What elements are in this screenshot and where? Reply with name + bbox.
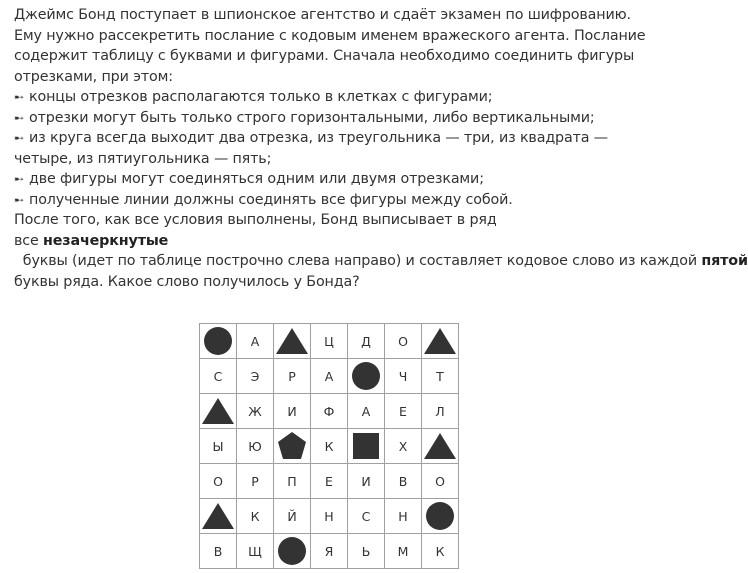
circle-icon <box>351 361 381 391</box>
grid-letter: А <box>348 394 385 429</box>
grid-letter: В <box>200 534 237 569</box>
triangle-icon <box>201 501 235 531</box>
grid-letter: Ц <box>311 324 348 359</box>
triangle-icon <box>423 431 457 461</box>
grid-letter: П <box>274 464 311 499</box>
grid-letter: Н <box>385 499 422 534</box>
grid-letter: Я <box>311 534 348 569</box>
cipher-grid <box>199 323 459 569</box>
grid-letter: Э <box>237 359 274 394</box>
grid-row <box>200 359 459 394</box>
grid-row <box>200 429 459 464</box>
triangle-shape-icon <box>274 324 311 359</box>
arrow-bullet-icon: ➸ <box>14 110 24 125</box>
grid-row <box>200 499 459 534</box>
grid-letter: Р <box>237 464 274 499</box>
grid-letter: И <box>348 464 385 499</box>
grid-letter: А <box>237 324 274 359</box>
bold-word-uncrossed: незачеркнутые <box>43 232 169 249</box>
grid-letter: Ч <box>385 359 422 394</box>
square-shape-icon <box>348 429 385 464</box>
grid-letter: Т <box>422 359 459 394</box>
triangle-shape-icon <box>200 499 237 534</box>
rule-item: ➸ из круга всегда выходит два отрезка, из треугольника — три, из квадрата — четыре, из пятиугольника — пять; <box>14 130 608 167</box>
grid-letter: Х <box>385 429 422 464</box>
arrow-bullet-icon: ➸ <box>14 90 24 104</box>
grid-letter: С <box>200 359 237 394</box>
grid-row <box>200 464 459 499</box>
grid-letter: К <box>422 534 459 569</box>
arrow-bullet-icon: ➸ <box>14 131 24 145</box>
grid-letter: О <box>422 464 459 499</box>
rule-item: ➸ концы отрезков располагаются только в клетках с фигурами; <box>14 87 654 108</box>
circle-shape-icon <box>200 324 237 359</box>
intro-paragraph: Джеймс Бонд поступает в шпионское агентство и сдаёт экзамен по шифрованию. Ему нужно рассекретить послание с кодовым именем вражеского агента. Послание содержит таблицу с буквами и фигурами. Сначала необходимо соединить фигуры отрезками, при этом: <box>14 7 646 85</box>
grid-letter: Щ <box>237 534 274 569</box>
circle-icon <box>425 501 455 531</box>
rule-item: ➸ полученные линии должны соединять все фигуры между собой. <box>14 190 654 211</box>
triangle-shape-icon <box>422 429 459 464</box>
rules-list <box>14 87 654 210</box>
grid-letter: К <box>311 429 348 464</box>
grid-letter: И <box>274 394 311 429</box>
triangle-shape-icon <box>200 394 237 429</box>
grid-row <box>200 534 459 569</box>
triangle-icon <box>275 326 309 356</box>
grid-letter: Д <box>348 324 385 359</box>
rule-item: ➸ две фигуры могут соединяться одним или двумя отрезками; <box>14 169 654 190</box>
triangle-icon <box>423 326 457 356</box>
final-line-1: После того, как все условия выполнены, Бонд выписывает в ряд <box>14 212 497 228</box>
pentagon-shape-icon <box>274 429 311 464</box>
grid-letter: К <box>237 499 274 534</box>
circle-icon <box>277 536 307 566</box>
grid-letter: Ю <box>237 429 274 464</box>
grid-letter: Й <box>274 499 311 534</box>
circle-shape-icon <box>348 359 385 394</box>
triangle-shape-icon <box>422 324 459 359</box>
grid-letter: Ы <box>200 429 237 464</box>
grid-letter: А <box>311 359 348 394</box>
grid-letter: Р <box>274 359 311 394</box>
grid-letter: Ж <box>237 394 274 429</box>
pentagon-icon <box>277 431 307 461</box>
square-icon <box>352 432 380 460</box>
grid-row <box>200 394 459 429</box>
grid-letter: В <box>385 464 422 499</box>
grid-letter: Е <box>385 394 422 429</box>
final-paragraph: все незачеркнутые буквы (идет по таблице построчно слева направо) и составляет кодовое слово из каждой пятой буквы ряда. Какое слово получилось у Бонда? <box>14 232 748 290</box>
grid-letter: С <box>348 499 385 534</box>
grid-letter: Ф <box>311 394 348 429</box>
grid-letter: Н <box>311 499 348 534</box>
arrow-bullet-icon: ➸ <box>14 172 24 186</box>
rule-item: ➸ отрезки могут быть только строго горизонтальными, либо вертикальными; <box>14 108 654 129</box>
arrow-bullet-icon: ➸ <box>14 192 24 207</box>
grid-letter: Л <box>422 394 459 429</box>
grid-letter: М <box>385 534 422 569</box>
bold-word-fifth: пятой <box>701 253 748 269</box>
circle-icon <box>203 326 233 356</box>
grid-letter: Е <box>311 464 348 499</box>
circle-shape-icon <box>422 499 459 534</box>
grid-letter: О <box>385 324 422 359</box>
grid-letter: О <box>200 464 237 499</box>
grid-letter: Ь <box>348 534 385 569</box>
grid-row <box>200 324 459 359</box>
task-text <box>14 5 748 292</box>
circle-shape-icon <box>274 534 311 569</box>
triangle-icon <box>201 396 235 426</box>
